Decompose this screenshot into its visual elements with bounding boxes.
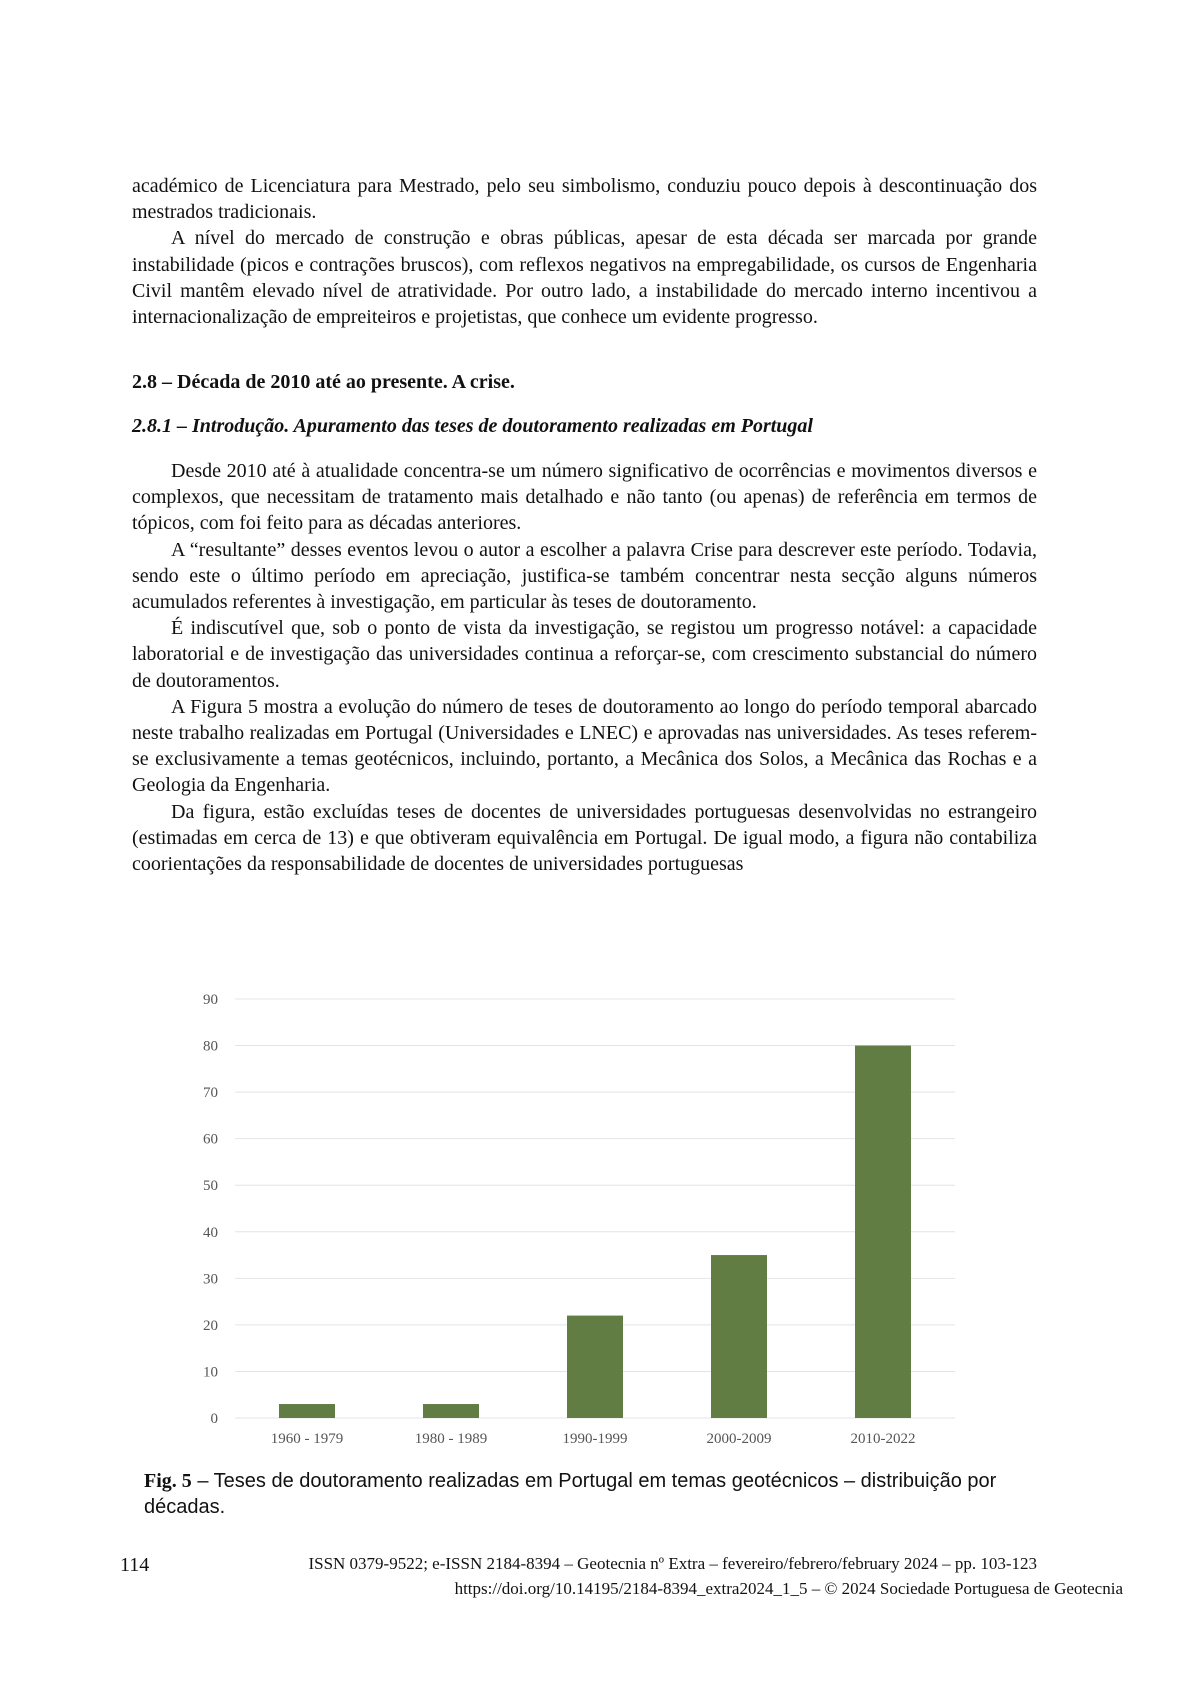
bar — [855, 1046, 911, 1418]
bar — [711, 1255, 767, 1418]
y-tick-label: 40 — [203, 1224, 218, 1241]
bar-chart-svg — [190, 982, 970, 1462]
y-tick-label: 20 — [203, 1317, 218, 1334]
y-tick-label: 50 — [203, 1178, 218, 1195]
x-tick-label: 2010-2022 — [850, 1431, 916, 1447]
figure-5-chart — [190, 982, 970, 1462]
bar — [423, 1404, 479, 1418]
y-tick-label: 80 — [203, 1038, 218, 1055]
issn-line: ISSN 0379-9522; e-ISSN 2184-8394 – Geotecnia nº Extra – fevereiro/febrero/february 2024 – pp. 103-123 — [308, 1554, 1037, 1573]
page-number: 114 — [120, 1554, 150, 1576]
y-tick-label: 30 — [203, 1271, 218, 1288]
x-tick-label: 1960 - 1979 — [270, 1431, 344, 1447]
x-tick-label: 2000-2009 — [706, 1431, 772, 1447]
paragraph-2: A “resultante” desses eventos levou o autor a escolher a palavra Crise para descrever este período. Todavia, sendo este o último período em apreciação, justifica-se também concentrar nesta secção alguns números acumulados referentes à investigação, em particular às teses de doutoramento. — [132, 538, 1037, 614]
doi-line: https://doi.org/10.14195/2184-8394_extra2024_1_5 – © 2024 Sociedade Portuguesa de Geotecnia — [454, 1579, 1123, 1598]
paragraph-3: É indiscutível que, sob o ponto de vista da investigação, se registou um progresso notável: a capacidade laboratorial e de investigação das universidades continua a reforçar-se, com crescimento substancial do número de doutoramentos. — [132, 617, 1037, 692]
paragraph-1: Desde 2010 até à atualidade concentra-se um número significativo de ocorrências e movimentos diversos e complexos, que necessitam de tratamento mais detalhado e não tanto (ou apenas) de referência em termos de tópicos, com foi feito para as décadas anteriores. — [132, 460, 1037, 535]
y-tick-label: 10 — [203, 1364, 218, 1381]
section-heading: 2.8 – Década de 2010 até ao presente. A crise. — [132, 371, 515, 393]
x-tick-label: 1980 - 1989 — [414, 1431, 488, 1447]
paragraph-4: A Figura 5 mostra a evolução do número de teses de doutoramento ao longo do período temporal abarcado neste trabalho realizadas em Portugal (Universidades e LNEC) e aprovadas nas universidades. As teses referem-se exclusivamente a temas geotécnicos, incluindo, portanto, a Mecânica dos Solos, a Mecânica das Rochas e a Geologia da Engenharia. — [132, 695, 1037, 797]
bar — [567, 1316, 623, 1418]
y-tick-label: 90 — [203, 992, 218, 1008]
y-tick-label: 70 — [203, 1085, 218, 1102]
intro-paragraph-2: A nível do mercado de construção e obras públicas, apesar de esta década ser marcada por grande instabilidade (picos e contrações bruscos), com reflexos negativos na empregabilidade, os cursos de Engenharia Civil mantêm elevado nível de atratividade. Por outro lado, a instabilidade do mercado interno incentivou a internacionalização de empreiteiros e projetistas, que conhece um evidente progresso. — [132, 227, 1037, 329]
intro-text — [132, 173, 1037, 330]
y-tick-label: 60 — [203, 1131, 218, 1148]
x-tick-label: 1990-1999 — [562, 1431, 628, 1447]
figure-caption — [144, 1468, 1034, 1520]
caption-text: – Teses de doutoramento realizadas em Portugal em temas geotécnicos – distribuição por décadas. — [144, 1470, 997, 1518]
intro-paragraph-1: académico de Licenciatura para Mestrado, pelo seu simbolismo, conduziu pouco depois à descontinuação dos mestrados tradicionais. — [132, 175, 1037, 224]
subsection-heading: 2.8.1 – Introdução. Apuramento das teses de doutoramento realizadas em Portugal — [132, 415, 813, 437]
caption-label: Fig. 5 — [144, 1470, 192, 1492]
main-text — [132, 458, 1037, 877]
bar — [279, 1404, 335, 1418]
y-tick-label: 0 — [210, 1411, 218, 1427]
paragraph-5: Da figura, estão excluídas teses de docentes de universidades portuguesas desenvolvidas no estrangeiro (estimadas em cerca de 13) e que obtiveram equivalência em Portugal. De igual modo, a figura não contabiliza coorientações da responsabilidade de docentes de universidades portuguesas — [132, 800, 1037, 876]
